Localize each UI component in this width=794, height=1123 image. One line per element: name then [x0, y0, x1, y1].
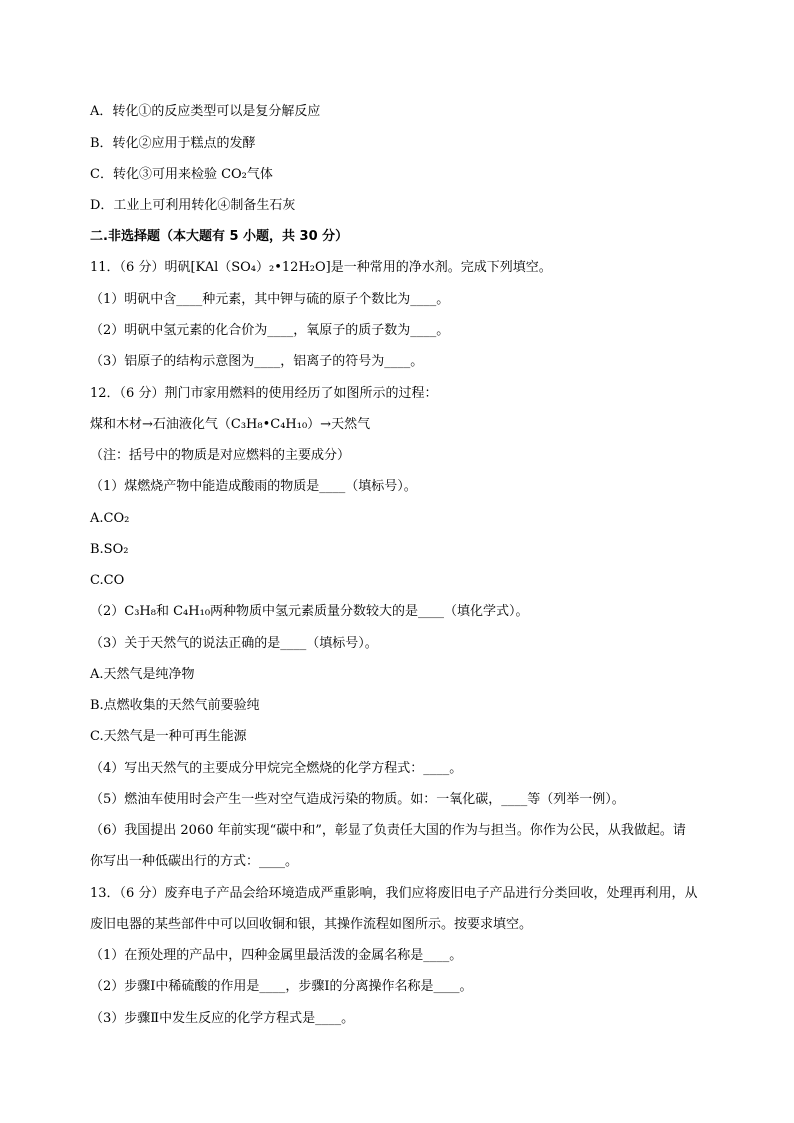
question-11-part-1: （1）明矾中含____种元素，其中钾与硫的原子个数比为____。 [90, 292, 450, 307]
question-12-part-1: （1）煤燃烧产物中能造成酸雨的物质是____（填标号）。 [90, 479, 417, 494]
question-12-part-2: （2）C₃H₈和 C₄H₁₀两种物质中氢元素质量分数较大的是____（填化学式）。 [90, 604, 529, 619]
question-11-stem: 11．（6 分）明矾[KAl（SO₄）₂•12H₂O]是一种常用的净水剂。完成下列填空。 [90, 260, 552, 275]
option-d-line: D．工业上可利用转化④制备生石灰 [90, 198, 296, 213]
question-12-part-6-cont: 你写出一种低碳出行的方式：____。 [90, 854, 299, 869]
question-12-part-6: （6）我国提出 2060 年前实现“碳中和”，彰显了负责任大国的作为与担当。你作为公民，从我做起。请 [90, 823, 686, 838]
question-12-option-b: B.SO₂ [90, 542, 129, 557]
question-11-part-3: （3）铝原子的结构示意图为____，铝离子的符号为____。 [90, 354, 424, 369]
question-13-stem: 13．（6 分）废弃电子产品会给环境造成严重影响，我们应将废旧电子产品进行分类回收，处理再利用，从 [90, 886, 698, 901]
question-12-part-3: （3）关于天然气的说法正确的是____（填标号）。 [90, 636, 378, 651]
question-13-stem-cont: 废旧电器的某些部件中可以回收铜和银，其操作流程如图所示。按要求填空。 [90, 917, 533, 932]
section-heading: 二.非选择题（本大题有 5 小题，共 30 分） [90, 229, 349, 244]
question-11-part-2: （2）明矾中氢元素的化合价为____，氧原子的质子数为____。 [90, 323, 450, 338]
question-12-part-5: （5）燃油车使用时会产生一些对空气造成污染的物质。如：一氧化碳，____等（列举一例）。 [90, 792, 625, 807]
question-12-process: 煤和木材→石油液化气（C₃H₈•C₄H₁₀）→天然气 [90, 417, 371, 432]
question-12-part-3-option-a: A.天然气是纯净物 [90, 667, 195, 682]
question-12-note: （注：括号中的物质是对应燃料的主要成分） [90, 448, 351, 463]
question-12-part-4: （4）写出天然气的主要成分甲烷完全燃烧的化学方程式：____。 [90, 761, 463, 776]
question-12-part-3-option-b: B.点燃收集的天然气前要验纯 [90, 698, 260, 713]
question-12-part-3-option-c: C.天然气是一种可再生能源 [90, 729, 247, 744]
question-12-stem: 12．（6 分）荆门市家用燃料的使用经历了如图所示的过程： [90, 386, 438, 401]
question-12-option-a: A.CO₂ [90, 511, 130, 526]
question-13-part-1: （1）在预处理的产品中，四种金属里最活泼的金属名称是____。 [90, 948, 463, 963]
option-c-line: C．转化③可用来检验 CO₂气体 [90, 167, 273, 182]
question-13-part-2: （2）步骤Ⅰ中稀硫酸的作用是____，步骤Ⅰ的分离操作名称是____。 [90, 979, 473, 994]
option-a-line: A．转化①的反应类型可以是复分解反应 [90, 104, 321, 119]
question-13-part-3: （3）步骤Ⅱ中发生反应的化学方程式是____。 [90, 1011, 355, 1026]
question-12-option-c: C.CO [90, 573, 125, 588]
option-b-line: B．转化②应用于糕点的发酵 [90, 136, 256, 151]
